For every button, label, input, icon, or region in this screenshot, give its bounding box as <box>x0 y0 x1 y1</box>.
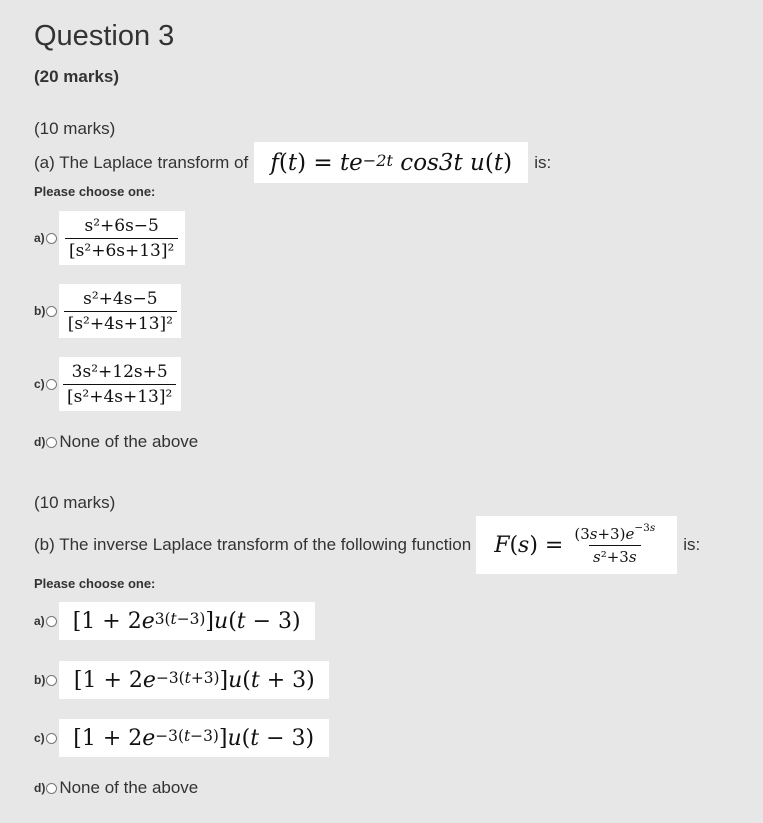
part-a-prompt-suffix: is: <box>534 152 552 172</box>
part-a-formula: f ( t ) = te $^{-2t}$ cos3t u ( t ) <box>254 142 528 183</box>
question-total-marks: (20 marks) <box>34 67 120 86</box>
radio-button[interactable] <box>46 733 57 744</box>
option-text: None of the above <box>59 432 199 451</box>
part-a-marks: (10 marks) <box>34 119 116 138</box>
radio-button[interactable] <box>46 233 57 244</box>
denominator: [s²+4s+13]² <box>63 384 176 407</box>
denominator: [s²+6s+13]² <box>65 238 178 261</box>
option-formula <box>59 211 185 265</box>
radio-button[interactable] <box>46 675 57 686</box>
radio-button[interactable] <box>46 783 57 794</box>
part-b-formula: F ( s ) = $\frac{(3s+3)e^{-3s}}{\text{s²+3s}}$ <box>476 516 677 574</box>
part-b-choose-label: Please choose one: <box>34 576 156 591</box>
option-label: b) <box>34 304 46 318</box>
part-a-option-b[interactable] <box>34 284 181 338</box>
part-b-option-b[interactable] <box>34 661 329 699</box>
part-b-prompt-prefix: (b) The inverse Laplace transform of the following function <box>34 535 472 554</box>
option-formula: [1 + 2 e $^{-3(t -3)}$ ] u ( t − 3) <box>59 719 329 757</box>
radio-button[interactable] <box>46 379 57 390</box>
option-formula <box>59 357 181 411</box>
part-b-marks: (10 marks) <box>34 493 116 512</box>
option-label: a) <box>34 614 45 628</box>
numerator: s²+6s−5 <box>84 215 159 236</box>
part-a-prompt-prefix: (a) The Laplace transform of <box>34 152 249 172</box>
option-label: c) <box>34 731 45 745</box>
radio-button[interactable] <box>46 616 57 627</box>
question-title: Question 3 <box>34 20 175 52</box>
option-formula: [1 + 2 e $^{-3(t +3)}$ ] u ( t + 3) <box>59 661 329 699</box>
part-a-option-d[interactable] <box>34 432 198 452</box>
option-label: c) <box>34 377 45 391</box>
part-b-option-a[interactable] <box>34 602 315 640</box>
part-b-option-d[interactable] <box>34 778 198 798</box>
denominator: [s²+4s+13]² <box>64 311 177 334</box>
option-label: b) <box>34 673 46 687</box>
numerator: s²+4s−5 <box>83 288 158 309</box>
radio-button[interactable] <box>46 437 57 448</box>
radio-button[interactable] <box>46 306 57 317</box>
option-label: a) <box>34 231 45 245</box>
part-a-option-a[interactable] <box>34 211 185 265</box>
part-a-option-c[interactable] <box>34 357 181 411</box>
option-label: d) <box>34 781 46 795</box>
option-formula: [1 + 2 e $^{3(t -3)}$ ] u ( t − 3) <box>59 602 315 640</box>
option-text: None of the above <box>59 778 199 797</box>
part-b-prompt-suffix: is: <box>683 535 701 554</box>
option-label: d) <box>34 435 46 449</box>
part-b-prompt <box>34 516 700 574</box>
numerator: 3s²+12s+5 <box>71 361 168 382</box>
part-a-prompt <box>34 142 551 183</box>
option-formula <box>59 284 181 338</box>
part-b-option-c[interactable] <box>34 719 329 757</box>
part-a-choose-label: Please choose one: <box>34 184 156 199</box>
